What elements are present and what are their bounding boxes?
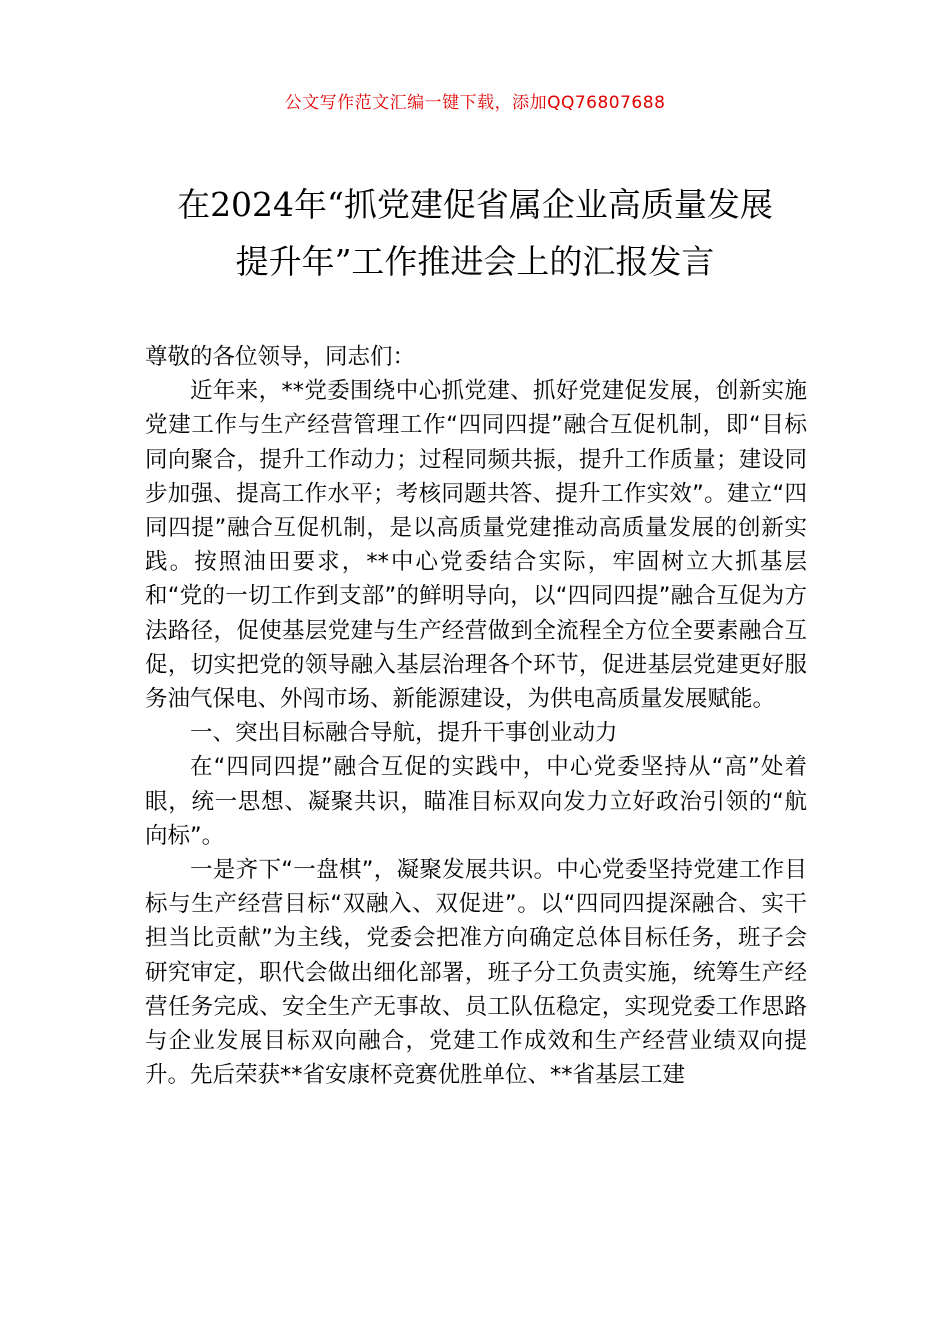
document-title [110, 176, 840, 290]
paragraph-intro: 近年来，**党委围绕中心抓党建、抓好党建促发展，创新实施党建工作与生产经营管理工作“四同四提”融合互促机制，即“目标同向聚合，提升工作动力；过程同频共振，提升工作质量；建设同步加强、提高工作水平；考核同题共答、提升工作实效”。建立“四同四提”融合互促机制，是以高质量党建推动高质量发展的创新实践。按照油田要求，**中心党委结合实际，牢固树立大抓基层和“党的一切工作到支部”的鲜明导向，以“四同四提”融合互促为方法路径，促使基层党建与生产经营做到全流程全方位全要素融合互促，切实把党的领导融入基层治理各个环节，促进基层党建更好服务油气保电、外闯市场、新能源建设，为供电高质量发展赋能。 [145, 378, 807, 713]
document-title-line-2: 提升年”工作推进会上的汇报发言 [235, 242, 715, 281]
document-title-line-1: 在2024年“抓党建促省属企业高质量发展 [177, 185, 773, 224]
paragraph-point-1: 一是齐下“一盘棋”，凝聚发展共识。中心党委坚持党建工作目标与生产经营目标“双融入、双促进”。以“四同四提深融合、实干担当比贡献”为主线，党委会把准方向确定总体目标任务，班子会研究审定，职代会做出细化部署，班子分工负责实施，统筹生产经营任务完成、安全生产无事故、员工队伍稳定，实现党委工作思路与企业发展目标双向融合，党建工作成效和生产经营业绩双向提升。先后荣获**省安康杯竞赛优胜单位、**省基层工建 [145, 857, 807, 1089]
paragraph-section-1-intro: 在“四同四提”融合互促的实践中，中心党委坚持从“高”处着眼，统一思想、凝聚共识，瞄准目标双向发力立好政治引领的“航向标”。 [145, 754, 807, 849]
salutation: 尊敬的各位领导，同志们： [145, 344, 416, 370]
section-heading-1: 一、突出目标融合导航，提升干事创业动力 [190, 720, 618, 747]
header-download-note: 公文写作范文汇编一键下载，添加QQ76807688 [284, 93, 666, 113]
document-body [145, 340, 807, 1092]
